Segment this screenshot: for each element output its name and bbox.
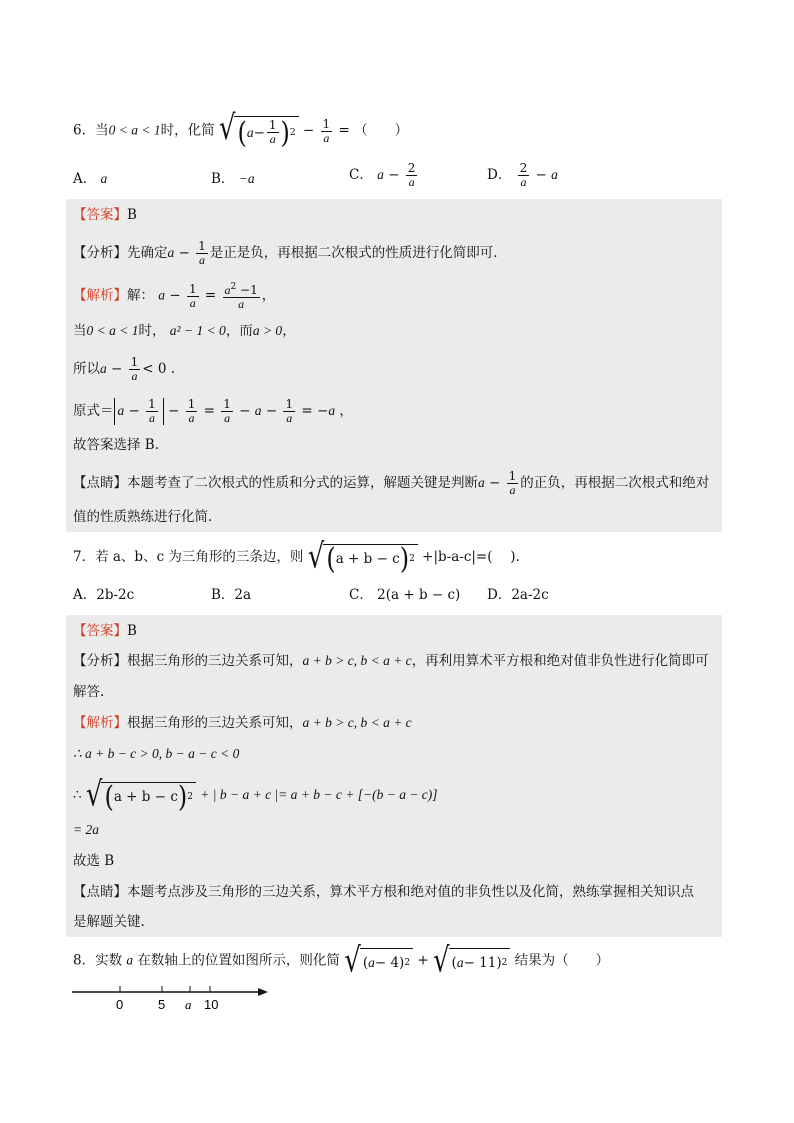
q6-stem-end: （ ） [354, 122, 409, 139]
q7-comment-line2: 是解题关键. [73, 914, 145, 930]
q7-option-a[interactable]: A．2b-2c [73, 587, 135, 603]
q6-frac-1-a: $\frac{1}{a}$ [322, 116, 331, 145]
q6-solution: 【解析】解： a − $\frac{1}{a}$ = $\frac{a^2 -1}{a}$ ， [73, 281, 276, 311]
number-line [70, 984, 270, 1014]
axis-label-5: 5 [158, 997, 166, 1012]
q7-solution: 【解析】根据三角形的三边关系可知，a + b > c, b < a + c [73, 715, 412, 731]
q7-stem: 7．若 a、b、c 为三角形的三条边，则 √ ( a + b − c ) 2 +|b-a-c|=( ). [73, 537, 520, 577]
q6-solution-line4: 原式＝ a − $\frac{1}{a}$ − $\frac{1}{a}$ = $\frac{1}{a}$ − a − $\frac{1}{a}$ = −a ， [73, 397, 353, 425]
q7-solution-line4: = 2a [73, 822, 99, 837]
q7-solution-line3: ∴ √ ( a + b − c ) 2 + | b − a + c |= a + b − c + [−(b − a − c)] [73, 775, 438, 815]
q6-answer: 【答案】B [73, 207, 137, 223]
q7-comment: 【点睛】本题考点涉及三角形的三边关系，算术平方根和绝对值的非负性以及化简，熟练掌握相关知识点 [73, 884, 694, 900]
q7-option-c[interactable]: C． 2(a + b − c) [349, 587, 461, 603]
axis-label-10: 10 [204, 997, 219, 1012]
q6-comment-line2: 值的性质熟练进行化简. [73, 509, 213, 525]
q6-solution-line2: 当0 < a < 1时， a² − 1 < 0，而a > 0， [73, 323, 296, 339]
q7-option-d[interactable]: D．2a-2c [487, 587, 549, 603]
q6-stem: 6．当0 < a < 1时，化简 √ ( a − $\frac{1}{a}$ ) 2 − $\frac{1}{a}$ = （ ） [73, 108, 409, 150]
q7-solution-line2: ∴ a + b − c > 0, b − a − c < 0 [73, 746, 240, 761]
q6-solution-line5: 故答案选择 B. [73, 437, 160, 453]
q7-analysis-line2: 解答. [73, 684, 105, 700]
q7-option-b[interactable]: B．2a [211, 587, 252, 603]
q6-condition: 0 < a < 1 [108, 122, 161, 138]
q7-analysis: 【分析】根据三角形的三边关系可知，a + b > c, b < a + c，再利用算术平方根和绝对值非负性进行化简即可 [73, 653, 709, 669]
q6-option-c[interactable]: C． a − $\frac{2}{a}$ [349, 161, 416, 189]
q6-option-d[interactable]: D． $\frac{2}{a}$ − a [487, 161, 558, 189]
axis-label-a: a [185, 997, 192, 1012]
q6-option-a[interactable]: A． a [73, 171, 108, 187]
q6-stem-prefix: 6．当 [73, 122, 109, 139]
number-line-arrow [258, 988, 268, 996]
q6-radical: √ ( a − $\frac{1}{a}$ ) 2 [219, 116, 299, 146]
q6-stem-mid: 时，化简 [160, 122, 215, 139]
axis-label-0: 0 [116, 997, 124, 1012]
q7-solution-line5: 故选 B [73, 853, 115, 869]
q6-comment: 【点睛】本题考查了二次根式的性质和分式的运算，解题关键是判断a − $\frac{1}{a}$ 的正负，再根据二次根式和绝对 [73, 469, 710, 497]
q8-stem: 8．实数 a 在数轴上的位置如图所示，则化简 √ ( a − 4) 2 + √ ( a − 11) 2 结果为（ ） [73, 941, 610, 981]
q6-analysis: 【分析】先确定a − $\frac{1}{a}$ 是正是负，再根据二次根式的性质进行化简即可. [73, 239, 498, 267]
q7-answer: 【答案】B [73, 623, 137, 639]
q6-option-b[interactable]: B． −a [211, 171, 255, 187]
q6-solution-line3: 所以a − $\frac{1}{a}$ < 0 . [73, 355, 176, 383]
